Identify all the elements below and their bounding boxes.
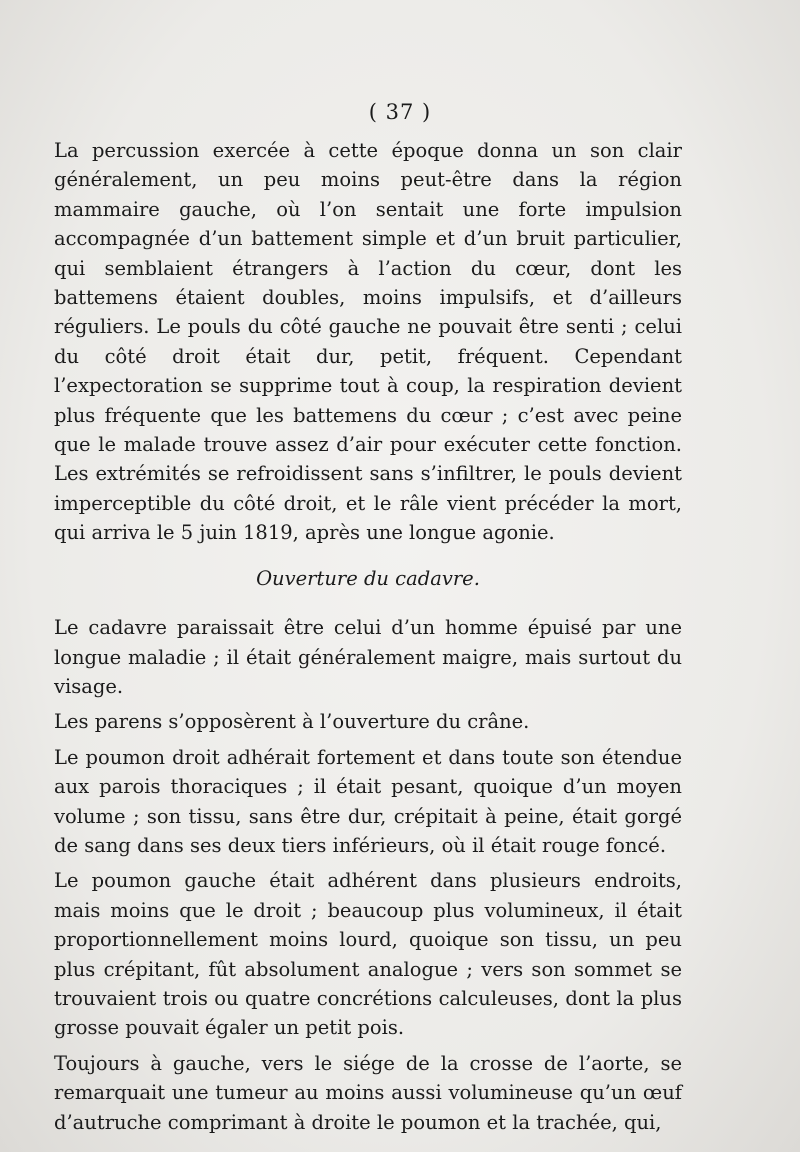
paragraph-parens: Les parens s’opposèrent à l’ouverture du crâne. [54, 710, 530, 734]
paragraph-poumon-droit: Le poumon droit adhérait fortement et dans toute son étendue aux parois thoraciques ; il était pesant, quoique d’un moyen volume ; son tissu, sans être dur, crépitait à peine, était gorgé de sang dans ses deux tiers inférieurs, où il était rouge foncé. [54, 745, 682, 857]
paragraph-percussion: La percussion exercée à cette époque donna un son clair généralement, un peu moins peut-être dans la région mammaire gauche, où l’on sentait une forte impulsion accompagnée d’un battement simple et d’un bruit particulier, qui semblaient étrangers à l’action du cœur, dont les battemens étaient doubles, moins impulsifs, et d’ailleurs réguliers. Le pouls du côté gauche ne pouvait être senti ; celui du côté droit était dur, petit, fréquent. Cependant l’expectoration se supprime tout à coup, la respiration devient plus fréquente que les battemens du cœur ; c’est avec peine que le malade trouve assez d’air pour exécuter cette fonction. Les extrémités se refroidissent sans s’infiltrer, le pouls devient imperceptible du côté droit, et le râle vient précéder la mort, qui arriva le 5 juin 1819, après une longue agonie. [54, 139, 682, 545]
paragraph-poumon-gauche: Le poumon gauche était adhérent dans plusieurs endroits, mais moins que le droit ; beaucoup plus volumineux, il était proportionnellement moins lourd, quoique son tissu, un peu plus crépitant, fût absolument analogue ; vers son sommet se trouvaient trois ou quatre concrétions calculeuses, dont la plus grosse pouvait égaler un petit pois. [54, 869, 682, 1040]
paragraph-tumeur: Toujours à gauche, vers le siége de la crosse de l’aorte, se remarquait une tumeur au moins aussi volumineuse qu’un œuf d’autruche comprimant à droite le poumon et la trachée, qui, [54, 1051, 682, 1134]
body-text [54, 136, 682, 1137]
section-title: Ouverture du cadavre. [256, 566, 480, 590]
page-number: ( 37 ) [368, 100, 432, 124]
paragraph-cadavre: Le cadavre paraissait être celui d’un homme épuisé par une longue maladie ; il était généralement maigre, mais surtout du visage. [54, 616, 682, 698]
